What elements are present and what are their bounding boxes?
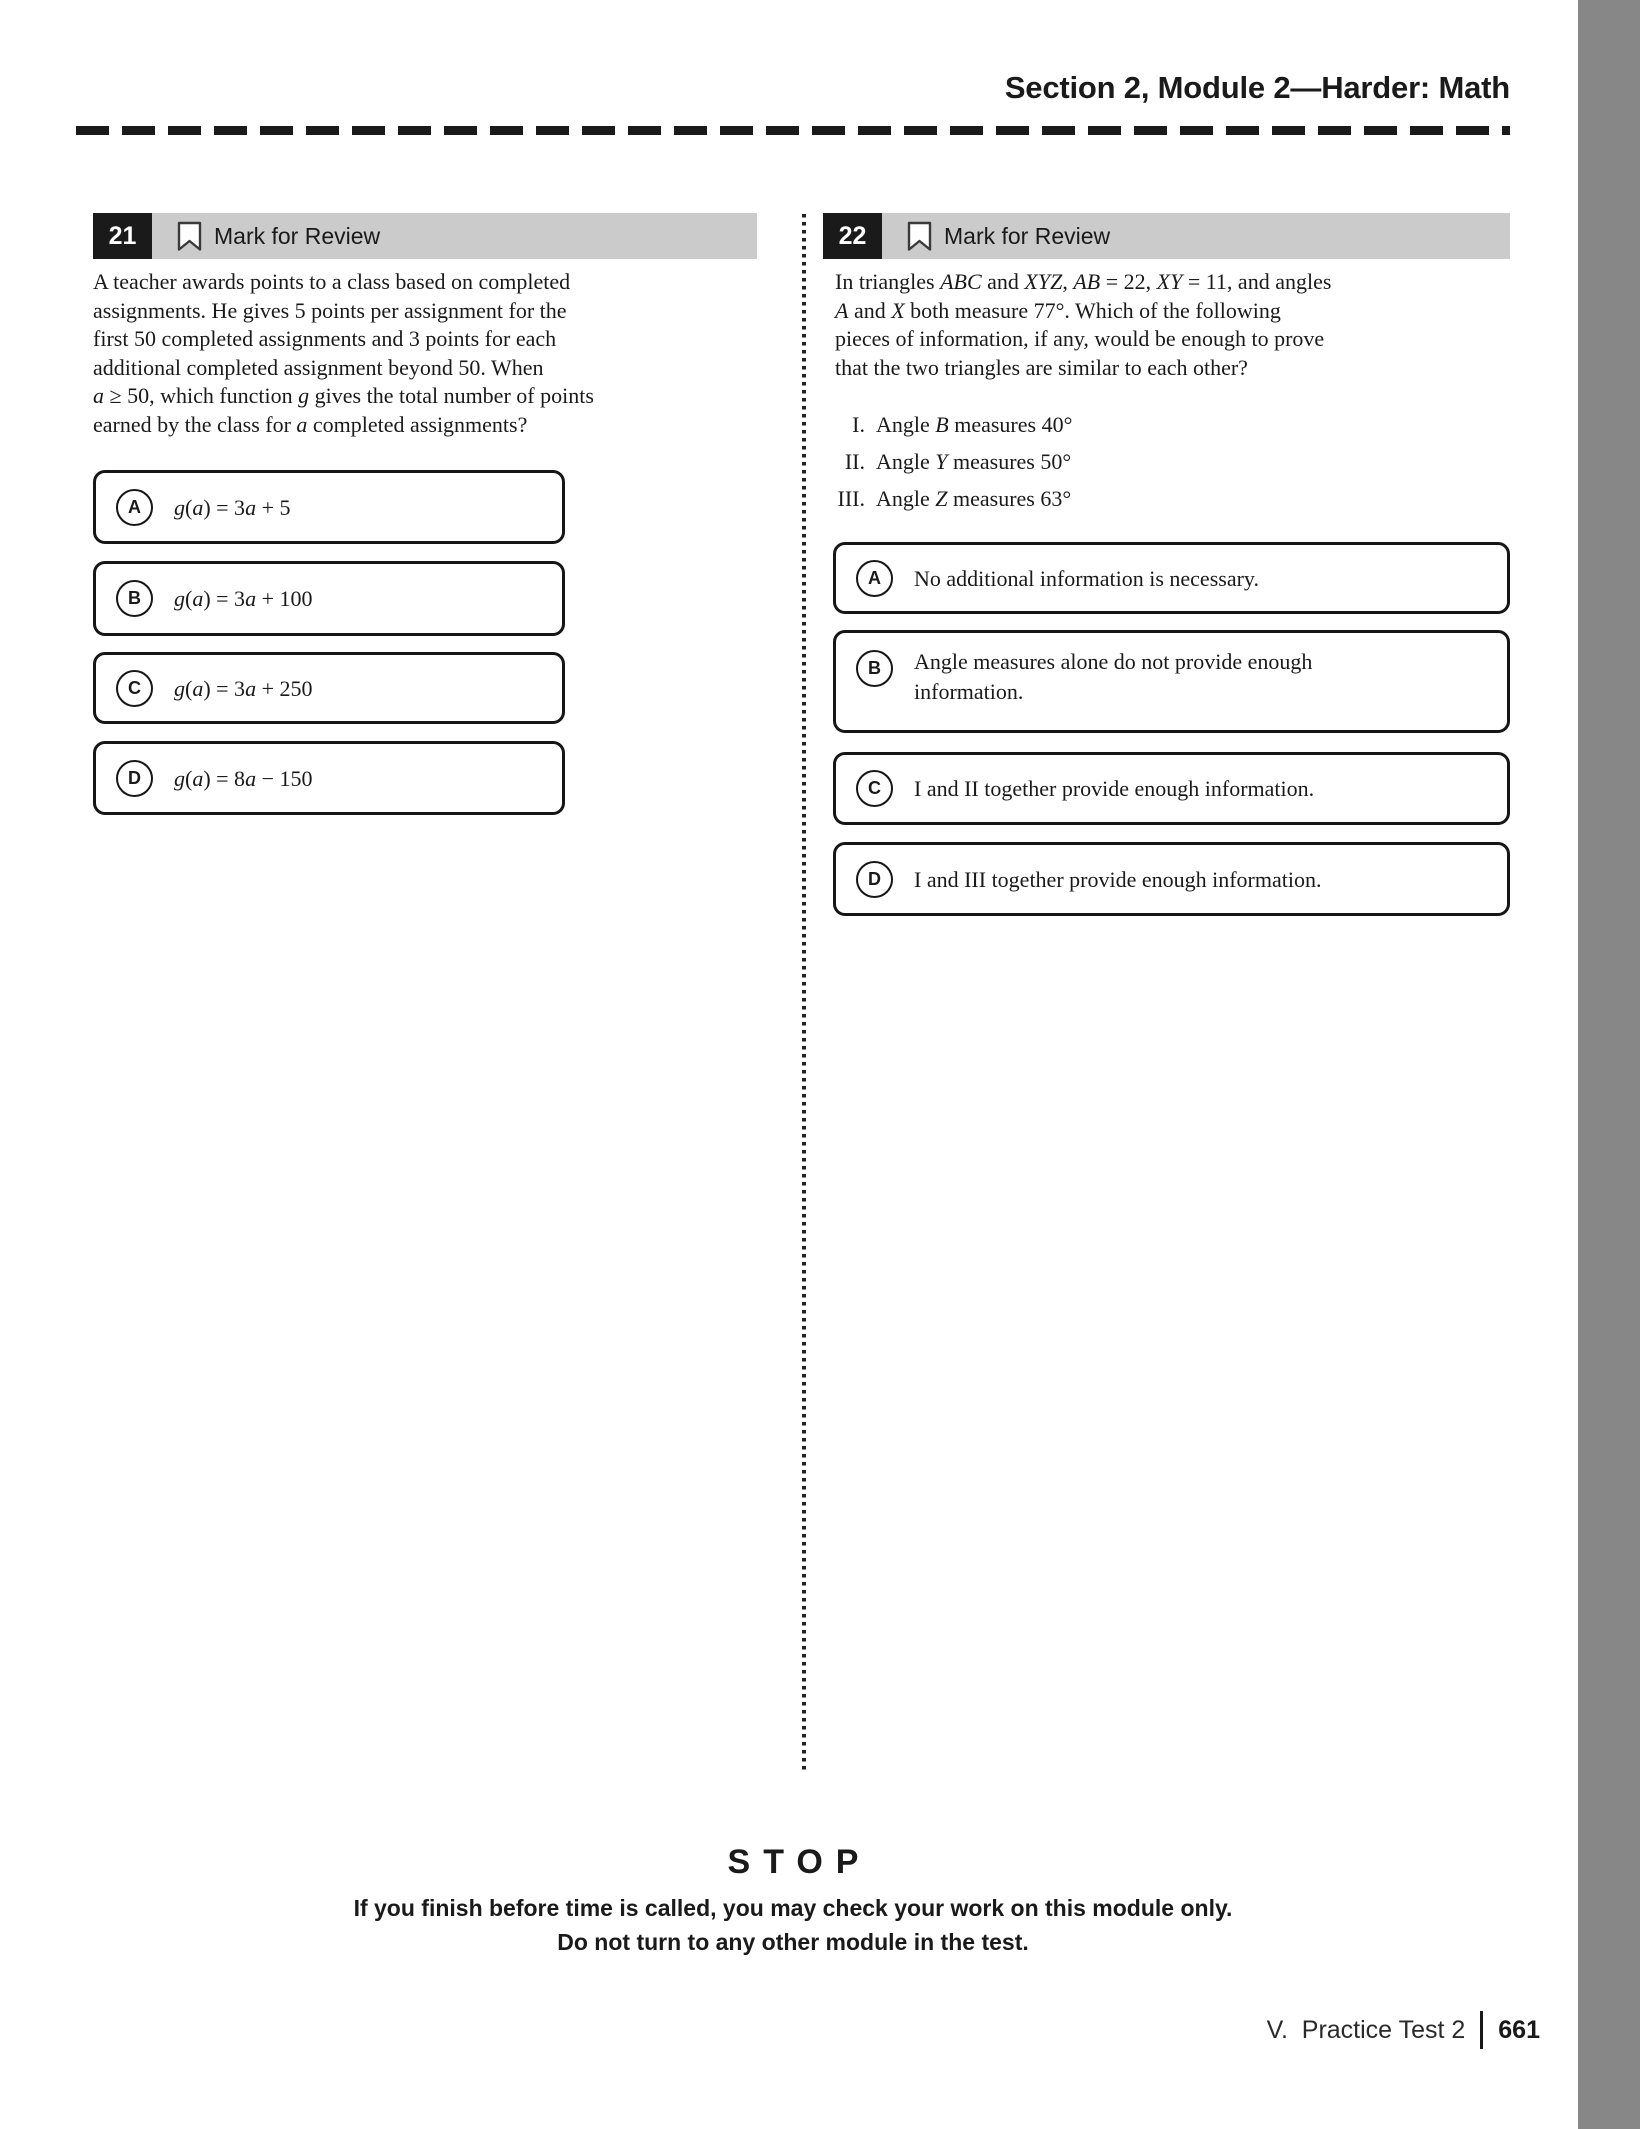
page-footer — [1267, 2010, 1540, 2050]
question-21-mark-for-review-button[interactable] — [152, 213, 757, 259]
choice-c-text: I and II together provide enough information. — [914, 776, 1315, 801]
choice-letter-a: A — [856, 560, 893, 597]
column-dotted-divider — [802, 214, 806, 1770]
stop-instruction-line-2: Do not turn to any other module in the test. — [557, 1929, 1029, 1955]
page-edge-gray-bar — [1578, 0, 1640, 2129]
choice-b-text: g(a) = 3a + 100 — [174, 586, 313, 611]
choice-letter-b: B — [856, 650, 893, 687]
footer-divider — [1480, 2011, 1483, 2049]
stop-instruction-line-1: If you finish before time is called, you may check your work on this module only. — [353, 1895, 1233, 1921]
question-22-mark-for-review-button[interactable] — [882, 213, 1510, 259]
statement-1-numeral: I. — [852, 412, 865, 437]
statement-1-text: Angle B measures 40° — [876, 412, 1073, 437]
question-22-statements — [823, 413, 1072, 524]
footer-page-number: 661 — [1498, 2015, 1540, 2044]
choice-letter-c: C — [116, 670, 153, 707]
stop-title: STOP — [727, 1843, 872, 1881]
choice-letter-d: D — [856, 861, 893, 898]
statement-3-numeral: III. — [837, 486, 865, 511]
question-22-choice-c[interactable] — [833, 752, 1510, 825]
choice-a-text: No additional information is necessary. — [914, 565, 1259, 591]
question-22-choice-a[interactable] — [833, 542, 1510, 614]
choice-letter-b: B — [116, 580, 153, 617]
header-dashed-rule — [76, 126, 1510, 135]
choice-d-text: I and III together provide enough information. — [914, 866, 1322, 892]
question-22-number-badge: 22 — [823, 213, 882, 259]
choice-d-text: g(a) = 8a − 150 — [174, 765, 313, 791]
question-21-header-bar — [93, 213, 757, 259]
bookmark-icon — [177, 221, 202, 252]
choice-a-text: g(a) = 3a + 5 — [174, 494, 291, 520]
question-21-choice-a[interactable] — [93, 470, 565, 544]
stop-section — [76, 1843, 1510, 1956]
choice-c-text: g(a) = 3a + 250 — [174, 675, 313, 701]
question-21-choice-c[interactable] — [93, 652, 565, 724]
question-21-prompt: A teacher awards points to a class based on completed assignments. He gives 5 points per assignment for the first 50 completed assignments and 3 points for each additional completed assignment beyond 50. When a ≥ 50, which function g gives the total number of points earned by the class for a completed assignments? — [93, 269, 594, 437]
statement-1 — [823, 413, 1072, 437]
question-22-header-bar — [823, 213, 1510, 259]
statement-3 — [823, 487, 1072, 511]
question-21-number-badge: 21 — [93, 213, 152, 259]
section-header-title: Section 2, Module 2—Harder: Math — [1004, 70, 1510, 105]
question-21-choice-d[interactable] — [93, 741, 565, 815]
question-22-choice-b[interactable] — [833, 630, 1510, 733]
mark-for-review-label: Mark for Review — [944, 222, 1111, 249]
statement-2-text: Angle Y measures 50° — [876, 449, 1072, 474]
statement-2-numeral: II. — [844, 449, 865, 474]
bookmark-icon — [907, 221, 932, 252]
statement-2 — [823, 450, 1072, 474]
choice-letter-d: D — [116, 760, 153, 797]
question-22-choice-d[interactable] — [833, 842, 1510, 916]
question-21-choice-b[interactable] — [93, 561, 565, 636]
footer-section-label: V. Practice Test 2 — [1266, 2015, 1466, 2044]
question-22-prompt: In triangles ABC and XYZ, AB = 22, XY = 11, and angles A and X both measure 77°. Which of the following pieces of information, if any, would be enough to prove that the two triangles are similar to each other? — [835, 269, 1332, 380]
mark-for-review-label: Mark for Review — [214, 222, 381, 249]
statement-3-text: Angle Z measures 63° — [876, 486, 1072, 511]
choice-letter-c: C — [856, 770, 893, 807]
choice-b-text: Angle measures alone do not provide enough information. — [914, 649, 1313, 704]
choice-letter-a: A — [116, 489, 153, 526]
